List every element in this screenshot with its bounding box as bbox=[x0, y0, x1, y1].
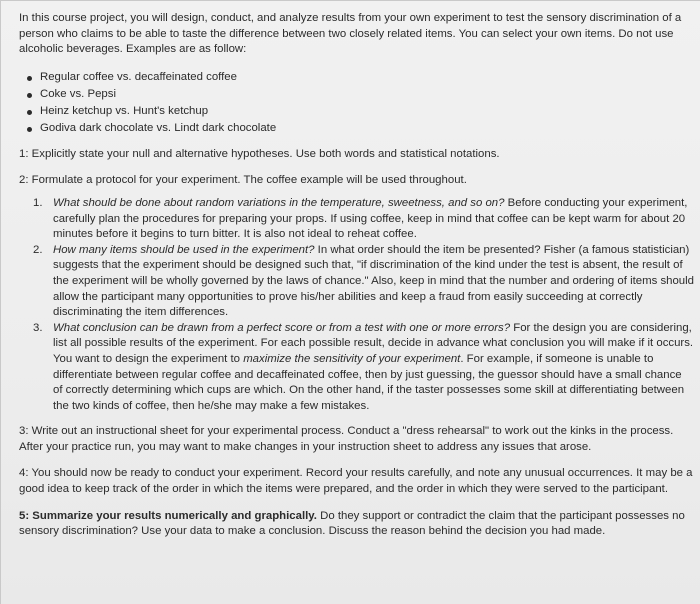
question-body: For the design you are considering, list all possible results of the experiment. For each possible result, decide in advance what conclusion you will make if it occurs. You want to design the experiment to bbox=[53, 321, 694, 365]
step-5-body: Do they support or contradict the claim that the participant possesses no sensory discrimination? Use your data to make a conclusion. Discuss the reason behind the decision you had made. bbox=[19, 509, 685, 538]
emphasis-text: maximize the sensitivity of your experiment bbox=[243, 352, 461, 365]
step-5-summarize bbox=[19, 509, 694, 540]
question-text: What should be done about random variations in the temperature, sweetness, and so on? bbox=[53, 196, 505, 209]
example-item: Coke vs. Pepsi bbox=[25, 86, 694, 103]
example-item: Regular coffee vs. decaffeinated coffee bbox=[25, 69, 694, 86]
list-number: 2. bbox=[33, 243, 43, 256]
step-2-protocol: 2: Formulate a protocol for your experiment. The coffee example will be used throughout. bbox=[19, 174, 467, 187]
intro-paragraph: In this course project, you will design, conduct, and analyze results from your own experiment to test the sensory discrimination of a person who claims to be able to taste the difference between two closely related items. You can select your own items. Do not use alcoholic beverages. Examples are as follow: bbox=[19, 12, 682, 56]
protocol-question-1 bbox=[19, 196, 694, 243]
example-item: Godiva dark chocolate vs. Lindt dark chocolate bbox=[25, 120, 694, 137]
question-body: . For example, if someone is unable to differentiate between regular coffee and decaffeinated coffee, then by just guessing, the guessor should have a small chance of correctly determining which cups are which. On the other hand, if the taster possesses some skill at differentiating between the two kinds of coffee, then he/she may make a few mistakes. bbox=[53, 352, 685, 412]
question-body: Before conducting your experiment, carefully plan the procedures for preparing your props. If using coffee, keep in mind that coffee can be kept warm for about 20 minutes before it begins to turn bitter. It is also not ideal to reheat coffee. bbox=[53, 196, 688, 241]
step-1-hypotheses: 1: Explicitly state your null and alternative hypotheses. Use both words and statistical notations. bbox=[19, 147, 500, 160]
question-text: How many items should be used in the experiment? bbox=[53, 243, 315, 256]
examples-list bbox=[19, 69, 694, 137]
list-number: 3. bbox=[33, 321, 43, 334]
list-number: 1. bbox=[33, 196, 43, 209]
question-body: In what order should the item be presented? Fisher (a famous statistician) suggests that the experiment should be designed such that, "if discrimination of the kind under the test is absent, the result of the experiment will be wholly governed by the laws of chance." Also, keep in mind that the number and ordering of items should allow the participant many opportunities to prove his/her abilities and keep a fraud from easily succeeding at correctly discriminating the item differences. bbox=[53, 243, 695, 319]
example-item: Heinz ketchup vs. Hunt's ketchup bbox=[25, 103, 694, 120]
question-text: What conclusion can be drawn from a perfect score or from a test with one or more errors? bbox=[53, 321, 511, 334]
step-5-heading: 5: Summarize your results numerically and graphically. bbox=[19, 509, 317, 522]
protocol-question-2 bbox=[19, 243, 694, 321]
protocol-question-3 bbox=[19, 321, 694, 415]
step-4-conduct-experiment: 4: You should now be ready to conduct your experiment. Record your results carefully, and note any unusual occurrences. It may be a good idea to keep track of the order in which the items were prepared, and the order in which they were served to the participant. bbox=[19, 467, 693, 496]
step-3-instruction-sheet: 3: Write out an instructional sheet for your experimental process. Conduct a "dress rehearsal" to work out the kinks in the process. After your practice run, you may want to make changes in your instruction sheet to address any issues that arose. bbox=[19, 425, 674, 453]
protocol-questions-list bbox=[19, 196, 694, 414]
